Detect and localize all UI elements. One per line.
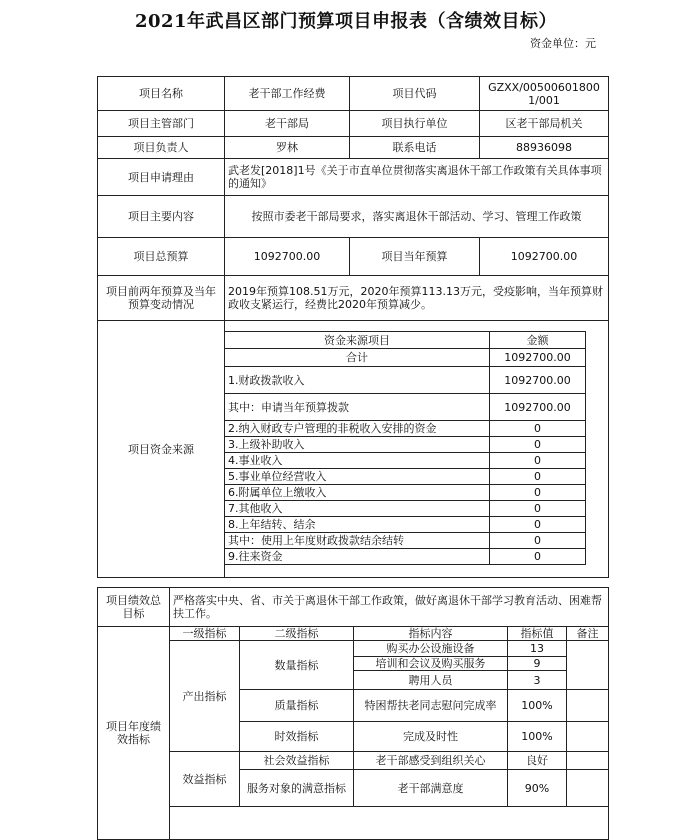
- header-value: 指标值: [508, 627, 567, 641]
- project-code-value: GZXX/005006018001/001: [480, 77, 609, 111]
- current-budget-label: 项目当年预算: [350, 238, 480, 276]
- indicator-content: 完成及时性: [354, 722, 508, 752]
- page-title: 2021年武昌区部门预算项目申报表（含绩效目标）: [134, 11, 558, 32]
- indicator-content: 特困帮扶老同志慰问完成率: [354, 690, 508, 722]
- apply-reason-value: 武老发[2018]1号《关于市直单位贯彻落实离退休干部工作政策有关具体事项的通知》: [225, 159, 609, 196]
- indicator-note: [567, 690, 609, 722]
- indicator-value: 3: [508, 671, 567, 690]
- indicator-value: 良好: [508, 752, 567, 770]
- output-indicator-label: 产出指标: [170, 641, 240, 752]
- indicator-note: [567, 752, 609, 770]
- funding-row-amount: 1092700.00: [490, 394, 586, 421]
- funding-row-item: 其中：使用上年度财政拨款结余结转: [225, 533, 490, 549]
- main-content-value: 按照市委老干部局要求，落实离退休干部活动、学习、管理工作政策: [225, 196, 609, 238]
- funding-row-item: 5.事业单位经营收入: [225, 469, 490, 485]
- budget-history-label: 项目前两年预算及当年预算变动情况: [98, 276, 225, 321]
- funding-row-item: 合计: [225, 349, 490, 367]
- header-level1: 一级指标: [170, 627, 240, 641]
- total-budget-label: 项目总预算: [98, 238, 225, 276]
- funding-row-amount: 0: [490, 549, 586, 565]
- funding-row-item: 其中：申请当年预算拨款: [225, 394, 490, 421]
- indicator-value: 13: [508, 641, 567, 657]
- quantity-indicator-label: 数量指标: [240, 641, 354, 690]
- indicator-content: 老干部满意度: [354, 770, 508, 807]
- project-name-label: 项目名称: [98, 77, 225, 111]
- exec-unit-label: 项目执行单位: [350, 111, 480, 137]
- funding-row-item: 1.财政拨款收入: [225, 367, 490, 394]
- current-budget-value: 1092700.00: [480, 238, 609, 276]
- social-benefit-label: 社会效益指标: [240, 752, 354, 770]
- funding-row-item: 6.附属单位上缴收入: [225, 485, 490, 501]
- supervising-dept-label: 项目主管部门: [98, 111, 225, 137]
- overall-goal-value: 严格落实中央、省、市关于离退休干部工作政策，做好离退休干部学习教育活动、困难帮扶工作。: [170, 588, 609, 627]
- funding-row-item: 3.上级补助收入: [225, 437, 490, 453]
- indicator-value: 90%: [508, 770, 567, 807]
- funding-header-amount: 金额: [490, 332, 586, 349]
- funding-row-item: 9.往来资金: [225, 549, 490, 565]
- main-content-label: 项目主要内容: [98, 196, 225, 238]
- funding-row-amount: 1092700.00: [490, 349, 586, 367]
- phone-label: 联系电话: [350, 137, 480, 159]
- satisfaction-indicator-label: 服务对象的满意指标: [240, 770, 354, 807]
- header-content: 指标内容: [354, 627, 508, 641]
- indicator-note: [567, 770, 609, 807]
- funding-header-item: 资金来源项目: [225, 332, 490, 349]
- funding-source-label: 项目资金来源: [98, 321, 225, 578]
- indicator-note: [567, 722, 609, 752]
- project-leader-value: 罗林: [225, 137, 350, 159]
- funding-row-amount: 0: [490, 501, 586, 517]
- funding-row-amount: 0: [490, 437, 586, 453]
- timeliness-indicator-label: 时效指标: [240, 722, 354, 752]
- funding-row-amount: 0: [490, 421, 586, 437]
- indicator-value: 100%: [508, 690, 567, 722]
- annual-indicator-label: 项目年度绩效指标: [98, 627, 170, 840]
- indicator-table: [169, 626, 609, 807]
- project-code-label: 项目代码: [350, 77, 480, 111]
- overall-goal-label: 项目绩效总目标: [98, 588, 170, 627]
- apply-reason-label: 项目申请理由: [98, 159, 225, 196]
- supervising-dept-value: 老干部局: [225, 111, 350, 137]
- exec-unit-value: 区老干部局机关: [480, 111, 609, 137]
- phone-value: 88936098: [480, 137, 609, 159]
- funding-source-table: [224, 331, 586, 565]
- funding-row-item: 4.事业收入: [225, 453, 490, 469]
- header-level2: 二级指标: [240, 627, 354, 641]
- funding-row-item: 2.纳入财政专户管理的非税收入安排的资金: [225, 421, 490, 437]
- funding-row-amount: 0: [490, 533, 586, 549]
- benefit-indicator-label: 效益指标: [170, 752, 240, 807]
- indicator-value: 100%: [508, 722, 567, 752]
- currency-unit: 资金单位：元: [530, 37, 596, 50]
- indicator-content: 聘用人员: [354, 671, 508, 690]
- indicator-content: 购买办公设施设备: [354, 641, 508, 657]
- indicator-content: 培训和会议及购买服务: [354, 657, 508, 671]
- funding-row-amount: 0: [490, 517, 586, 533]
- indicator-value: 9: [508, 657, 567, 671]
- project-leader-label: 项目负责人: [98, 137, 225, 159]
- funding-row-item: 7.其他收入: [225, 501, 490, 517]
- funding-row-amount: 0: [490, 485, 586, 501]
- project-name-value: 老干部工作经费: [225, 77, 350, 111]
- header-note: 备注: [567, 627, 609, 641]
- funding-row-amount: 1092700.00: [490, 367, 586, 394]
- budget-history-value: 2019年预算108.51万元，2020年预算113.13万元，受疫影响，当年预算财政收支紧运行，经费比2020年预算减少。: [225, 276, 609, 321]
- funding-row-amount: 0: [490, 453, 586, 469]
- indicator-content: 老干部感受到组织关心: [354, 752, 508, 770]
- quality-indicator-label: 质量指标: [240, 690, 354, 722]
- funding-row-item: 8.上年结转、结余: [225, 517, 490, 533]
- total-budget-value: 1092700.00: [225, 238, 350, 276]
- funding-row-amount: 0: [490, 469, 586, 485]
- indicator-note: [567, 641, 609, 690]
